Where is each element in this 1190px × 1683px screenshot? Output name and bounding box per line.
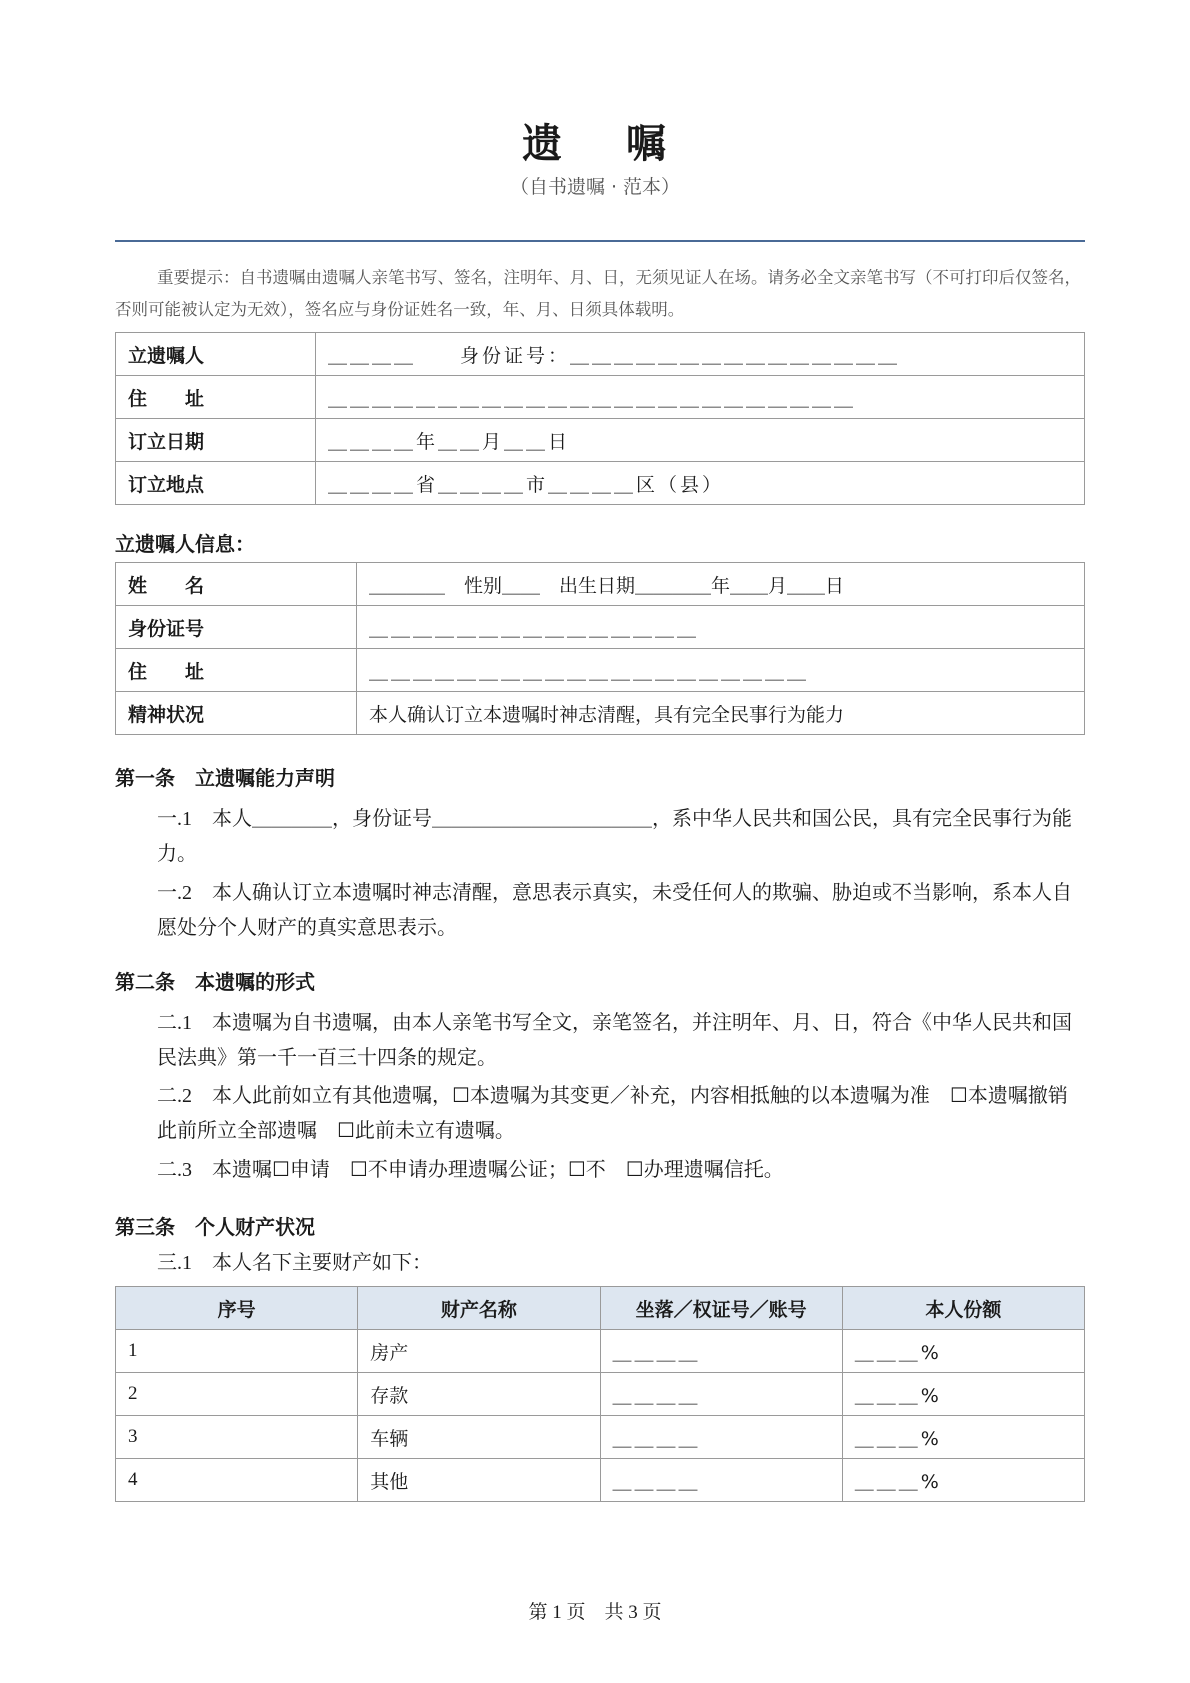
header-row-address <box>116 376 1085 419</box>
header-value: ＿＿＿＿ 身份证号：＿＿＿＿＿＿＿＿＿＿＿＿＿＿＿ <box>316 333 1085 376</box>
info-value: 本人确认订立本遗嘱时神志清醒，具有完全民事行为能力 <box>357 692 1085 735</box>
clause-1-2 <box>157 875 1085 944</box>
asset-index: 4 <box>116 1459 358 1502</box>
document-title <box>0 112 1190 169</box>
header-label: 立遗嘱人 <box>116 333 316 376</box>
asset-index: 3 <box>116 1416 358 1459</box>
header-label: 订立日期 <box>116 419 316 462</box>
asset-name: 存款 <box>358 1373 600 1416</box>
assets-col-header: 坐落／权证号／账号 <box>600 1287 842 1330</box>
table-row <box>116 1330 1085 1373</box>
clause-text: 本人确认订立本遗嘱时神志清醒，意思表示真实，未受任何人的欺骗、胁迫或不当影响，系本人自愿处分个人财产的真实意思表示。 <box>157 880 1072 939</box>
header-table <box>115 332 1085 505</box>
testator-info-heading: 立遗嘱人信息： <box>115 532 255 556</box>
asset-share: ＿＿＿% <box>842 1416 1084 1459</box>
clause-number: 二.1 <box>157 1012 192 1034</box>
clause-text: 本人名下主要财产如下： <box>212 1250 432 1274</box>
assets-col-header: 财产名称 <box>358 1287 600 1330</box>
header-value: ＿＿＿＿＿＿＿＿＿＿＿＿＿＿＿＿＿＿＿＿＿＿＿＿ <box>316 376 1085 419</box>
testator-info-table <box>115 562 1085 735</box>
important-notice: 重要提示：自书遗嘱由遗嘱人亲笔书写、签名，注明年、月、日，无须见证人在场。请务必全文亲笔书写（不可打印后仅签名，否则可能被认定为无效），签名应与身份证姓名一致，年、月、日须具体载明。 <box>115 268 1081 319</box>
asset-location: ＿＿＿＿ <box>600 1373 842 1416</box>
clause-text: 本人此前如立有其他遗嘱，☐本遗嘱为其变更／补充，内容相抵触的以本遗嘱为准 ☐本遗嘱撤销此前所立全部遗嘱 ☐此前未立有遗嘱。 <box>157 1083 1068 1142</box>
header-label: 订立地点 <box>116 462 316 505</box>
clause-number: 二.3 <box>157 1159 192 1181</box>
info-row-name <box>116 563 1085 606</box>
title-char-2: 嘱 <box>626 121 668 167</box>
article-3-heading: 第三条 个人财产状况 <box>115 1215 315 1239</box>
page-number: 第 1 页 共 3 页 <box>528 1602 662 1623</box>
document-subtitle: （自书遗嘱 · 范本） <box>509 176 681 198</box>
header-value: ＿＿＿＿省＿＿＿＿市＿＿＿＿区（县） <box>316 462 1085 505</box>
clause-number: 一.2 <box>157 882 192 904</box>
asset-index: 2 <box>116 1373 358 1416</box>
clause-number: 一.1 <box>157 808 192 830</box>
info-row-mental-state <box>116 692 1085 735</box>
info-value: ＿＿＿＿＿＿＿＿＿＿＿＿＿＿＿ <box>357 606 1085 649</box>
asset-name: 其他 <box>358 1459 600 1502</box>
header-value: ＿＿＿＿年＿＿月＿＿日 <box>316 419 1085 462</box>
clause-number: 三.1 <box>157 1252 192 1274</box>
clause-2-1 <box>157 1005 1085 1074</box>
clause-text: 本人＿＿＿＿，身份证号＿＿＿＿＿＿＿＿＿＿＿，系中华人民共和国公民，具有完全民事行为能力。 <box>157 806 1072 865</box>
info-label: 姓 名 <box>116 563 357 606</box>
asset-location: ＿＿＿＿ <box>600 1459 842 1502</box>
title-divider <box>115 240 1085 242</box>
clause-1-1 <box>157 801 1085 870</box>
clause-text: 本遗嘱为自书遗嘱，由本人亲笔书写全文，亲笔签名，并注明年、月、日，符合《中华人民共和国民法典》第一千一百三十四条的规定。 <box>157 1010 1072 1069</box>
clause-text: 本遗嘱☐申请 ☐不申请办理遗嘱公证；☐不 ☐办理遗嘱信托。 <box>212 1157 784 1181</box>
info-label: 精神状况 <box>116 692 357 735</box>
asset-location: ＿＿＿＿ <box>600 1416 842 1459</box>
header-label: 住 址 <box>116 376 316 419</box>
asset-name: 车辆 <box>358 1416 600 1459</box>
info-label: 住 址 <box>116 649 357 692</box>
info-row-id <box>116 606 1085 649</box>
article-1-heading: 第一条 立遗嘱能力声明 <box>115 766 335 790</box>
table-row <box>116 1373 1085 1416</box>
clause-2-2 <box>157 1078 1085 1147</box>
info-row-address <box>116 649 1085 692</box>
assets-col-header: 本人份额 <box>842 1287 1084 1330</box>
asset-share: ＿＿＿% <box>842 1373 1084 1416</box>
info-value: ＿＿＿＿＿＿＿＿＿＿＿＿＿＿＿＿＿＿＿＿ <box>357 649 1085 692</box>
header-row-testator <box>116 333 1085 376</box>
asset-index: 1 <box>116 1330 358 1373</box>
assets-col-header: 序号 <box>116 1287 358 1330</box>
asset-name: 房产 <box>358 1330 600 1373</box>
header-row-date <box>116 419 1085 462</box>
article-2-heading: 第二条 本遗嘱的形式 <box>115 970 315 994</box>
info-label: 身份证号 <box>116 606 357 649</box>
clause-3-1 <box>157 1245 1085 1280</box>
assets-table <box>115 1286 1085 1502</box>
assets-header-row <box>116 1287 1085 1330</box>
table-row <box>116 1459 1085 1502</box>
header-row-place <box>116 462 1085 505</box>
asset-location: ＿＿＿＿ <box>600 1330 842 1373</box>
title-char-1: 遗 <box>522 121 564 167</box>
asset-share: ＿＿＿% <box>842 1459 1084 1502</box>
asset-share: ＿＿＿% <box>842 1330 1084 1373</box>
clause-number: 二.2 <box>157 1085 192 1107</box>
table-row <box>116 1416 1085 1459</box>
info-value: ＿＿＿＿ 性别＿＿ 出生日期＿＿＿＿年＿＿月＿＿日 <box>357 563 1085 606</box>
clause-2-3 <box>157 1152 1085 1187</box>
